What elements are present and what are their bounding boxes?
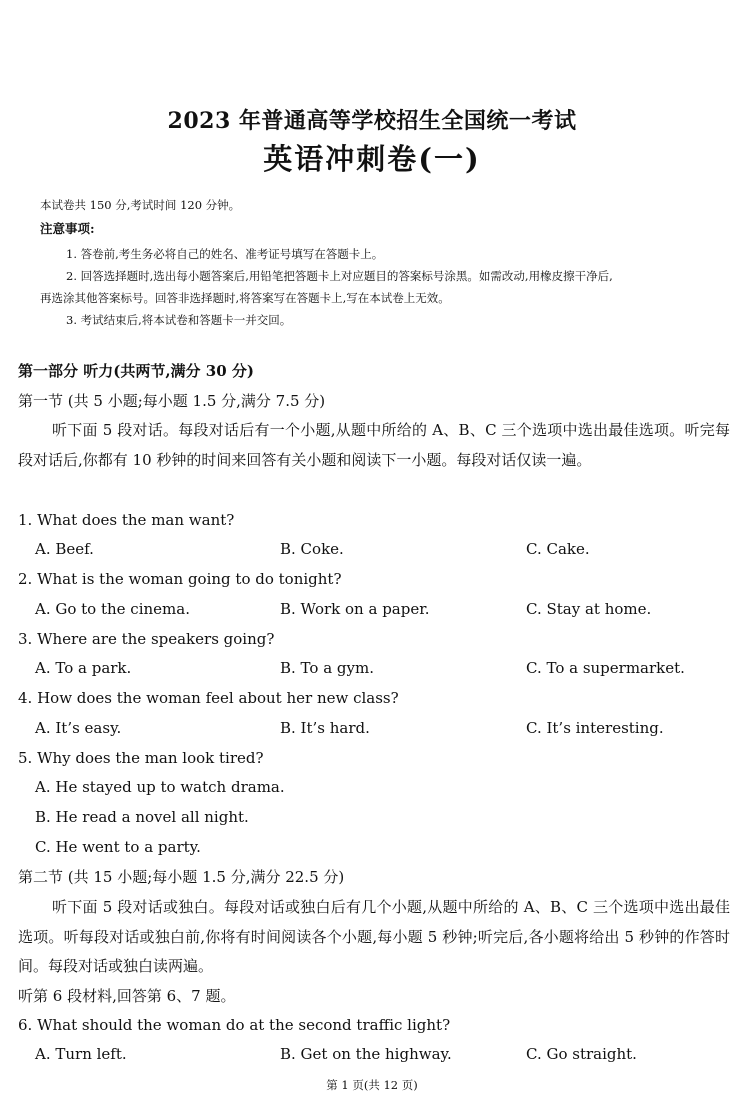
question-5: 5. Why does the man look tired? xyxy=(18,749,264,767)
note-2-line1: 2. 回答选择题时,选出每小题答案后,用铅笔把答题卡上对应题目的答案标号涂黑。如需改动,用橡皮擦干净后, xyxy=(66,269,613,283)
q2-option-a: A. Go to the cinema. xyxy=(35,600,190,618)
question-6: 6. What should the woman do at the second traffic light? xyxy=(18,1016,451,1034)
section2-instructions: 听下面 5 段对话或独白。每段对话或独白后有几个小题,从题中所给的 A、B、C 三个选项中选出最佳选项。听每段对话或独白前,你将有时间阅读各个小题,每小题 5 秒钟;听完后,各小题将给出 5 秒钟的作答时间。每段对话或独白读两遍。 xyxy=(18,898,730,975)
q2-option-c: C. Stay at home. xyxy=(526,600,652,618)
q1-option-c: C. Cake. xyxy=(526,540,590,558)
section1-instructions: 听下面 5 段对话。每段对话后有一个小题,从题中所给的 A、B、C 三个选项中选出最佳选项。听完每段对话后,你都有 10 秒钟的时间来回答有关小题和阅读下一小题。每段对话仅读一遍。 xyxy=(18,421,730,469)
part1-heading: 第一部分 听力(共两节,满分 30 分) xyxy=(18,362,254,380)
note-2-line2: 再选涂其他答案标号。回答非选择题时,将答案写在答题卡上,写在本试卷上无效。 xyxy=(40,291,450,305)
q5-option-b: B. He read a novel all night. xyxy=(35,808,249,826)
section1-heading: 第一节 (共 5 小题;每小题 1.5 分,满分 7.5 分) xyxy=(18,392,326,410)
q3-option-b: B. To a gym. xyxy=(280,659,374,677)
question-2: 2. What is the woman going to do tonight? xyxy=(18,570,342,588)
q4-option-c: C. It’s interesting. xyxy=(526,719,664,737)
q3-option-a: A. To a park. xyxy=(35,659,132,677)
q6-option-b: B. Get on the highway. xyxy=(280,1045,452,1063)
q6-option-a: A. Turn left. xyxy=(35,1045,127,1063)
notes-heading: 注意事项: xyxy=(40,221,95,236)
q1-option-b: B. Coke. xyxy=(280,540,344,558)
question-1: 1. What does the man want? xyxy=(18,511,235,529)
question-4: 4. How does the woman feel about her new class? xyxy=(18,689,399,707)
q6-option-c: C. Go straight. xyxy=(526,1045,637,1063)
q2-option-b: B. Work on a paper. xyxy=(280,600,430,618)
exam-title: 2023 年普通高等学校招生全国统一考试 xyxy=(167,108,577,134)
page-number-footer: 第 1 页(共 12 页) xyxy=(326,1078,418,1092)
section2-heading: 第二节 (共 15 小题;每小题 1.5 分,满分 22.5 分) xyxy=(18,868,345,886)
q5-option-c: C. He went to a party. xyxy=(35,838,201,856)
exam-subtitle: 英语冲刺卷(一) xyxy=(263,142,481,176)
note-3: 3. 考试结束后,将本试卷和答题卡一并交回。 xyxy=(66,313,292,327)
note-1: 1. 答卷前,考生务必将自己的姓名、准考证号填写在答题卡上。 xyxy=(66,247,384,261)
material-6-instruction: 听第 6 段材料,回答第 6、7 题。 xyxy=(18,987,236,1005)
exam-info: 本试卷共 150 分,考试时间 120 分钟。 xyxy=(40,198,241,212)
q3-option-c: C. To a supermarket. xyxy=(526,659,685,677)
q5-option-a: A. He stayed up to watch drama. xyxy=(35,778,285,796)
q4-option-a: A. It’s easy. xyxy=(35,719,122,737)
q4-option-b: B. It’s hard. xyxy=(280,719,370,737)
question-3: 3. Where are the speakers going? xyxy=(18,630,275,648)
q1-option-a: A. Beef. xyxy=(35,540,94,558)
